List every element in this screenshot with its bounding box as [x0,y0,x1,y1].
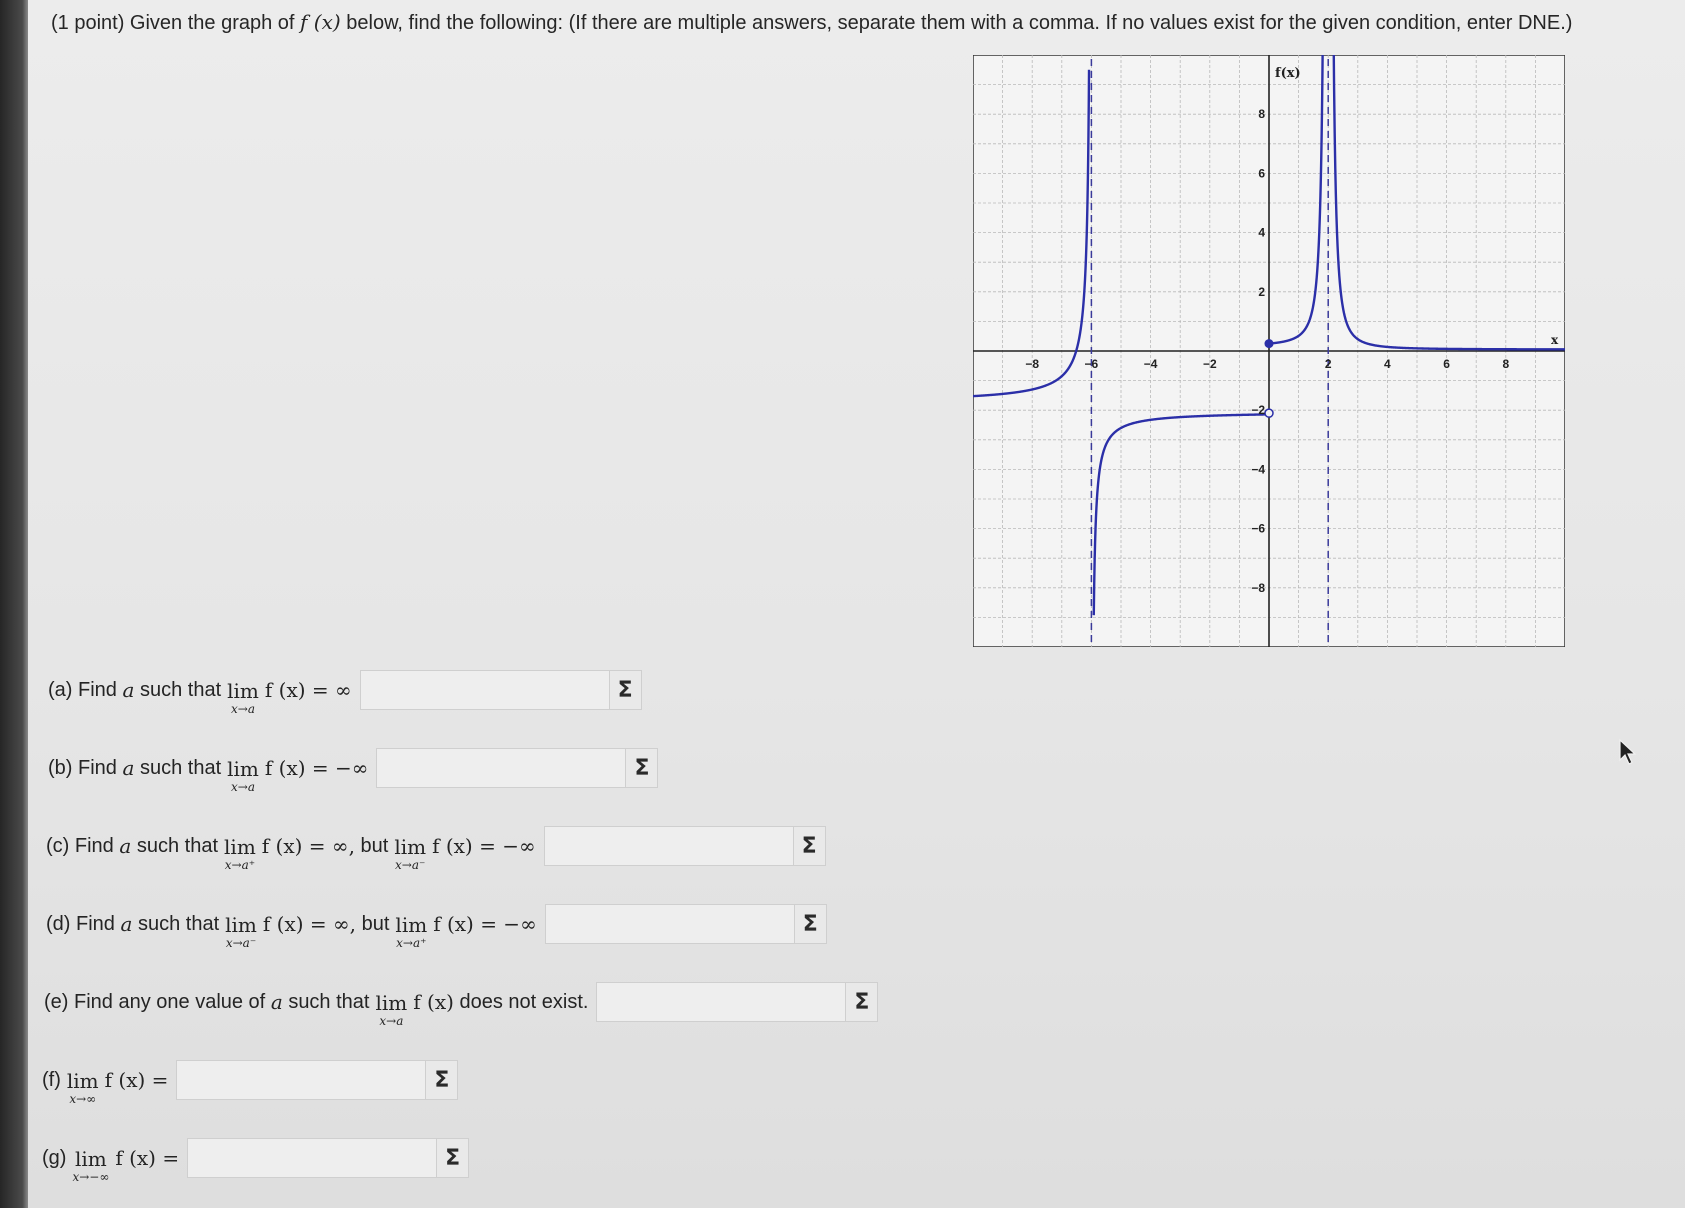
sigma-icon: Σ [617,677,633,703]
y-tick-label: −8 [1251,580,1265,595]
y-tick-label: −4 [1251,462,1265,477]
x-tick-label: −6 [1084,357,1099,371]
sigma-icon: Σ [445,1145,461,1171]
limit-operator: lim x→∞ [66,1069,99,1106]
answer-a-input[interactable] [361,671,609,709]
y-tick-label: 4 [1258,225,1265,240]
answer-e-input[interactable] [597,983,845,1021]
answer-d-equation-editor-button[interactable] [794,905,826,943]
answer-e-box [596,982,878,1022]
problem-prompt: (1 point) Given the graph of f (x) below, find the following: (If there are multiple answers, separate them with a comma. If no values exist for the given condition, enter DNE.) [51,10,1573,34]
answer-d-input[interactable] [546,905,794,943]
answer-c-equation-editor-button[interactable] [793,827,825,865]
question-a: (a) Find a such that lim x→a f (x) = ∞ Σ [48,670,642,710]
answer-g-box [187,1138,469,1178]
sigma-icon: Σ [854,989,870,1015]
limit-operator-left: lim x→a⁻ [394,835,427,872]
limit-operator: lim x→a [227,757,259,794]
y-tick-label: 2 [1258,284,1265,299]
y-tick-label: −6 [1251,521,1265,536]
x-tick-label: 6 [1443,357,1450,371]
answer-c-box [544,826,826,866]
x-tick-label: −2 [1202,357,1217,371]
limit-operator-right: lim x→a⁺ [224,835,256,872]
answer-f-box [176,1060,458,1100]
answer-c-input[interactable] [545,827,793,865]
sigma-icon: Σ [801,833,817,859]
y-tick-label: 8 [1258,107,1265,122]
y-tick-label: 6 [1258,166,1265,181]
x-tick-label: 8 [1502,357,1510,371]
limit-operator: lim x→a [227,679,259,716]
question-e: (e) Find any one value of a such that lim x→a f (x) does not exist. Σ [44,982,878,1022]
sigma-icon: Σ [634,755,650,781]
closed-point [1265,339,1274,348]
answer-f-equation-editor-button[interactable] [425,1061,457,1099]
prompt-function: f (x) [300,10,341,34]
x-tick-label: −8 [1025,357,1040,371]
graph-svg [973,55,1565,647]
answer-a-equation-editor-button[interactable] [609,671,641,709]
y-tick-label: −2 [1251,403,1265,418]
y-axis-label: f(x) [1275,66,1301,81]
x-axis-label: x [1551,333,1559,347]
limit-operator: lim x→−∞ [72,1147,110,1184]
limit-operator-left: lim x→a⁻ [225,913,257,950]
answer-g-equation-editor-button[interactable] [436,1139,468,1177]
device-bezel [0,0,28,1208]
mouse-cursor-icon [1618,738,1640,768]
answer-a-box [360,670,642,710]
question-c: (c) Find a such that lim x→a⁺ f (x) = ∞, but lim x→a⁻ f (x) = −∞ Σ [46,826,826,866]
answer-d-box [545,904,827,944]
answer-b-box [376,748,658,788]
answer-f-input[interactable] [177,1061,425,1099]
limit-operator: lim x→a [375,991,408,1028]
limit-operator-right: lim x→a⁺ [395,913,428,950]
x-tick-label: 2 [1324,357,1332,371]
question-b: (b) Find a such that lim x→a f (x) = −∞ Σ [48,748,658,788]
question-g: (g) lim x→−∞ f (x) = Σ [42,1138,469,1178]
answer-e-equation-editor-button[interactable] [845,983,877,1021]
question-d: (d) Find a such that lim x→a⁻ f (x) = ∞, but lim x→a⁺ f (x) = −∞ Σ [46,904,827,944]
answer-b-input[interactable] [377,749,625,787]
function-graph [973,55,1565,647]
sigma-icon: Σ [802,911,818,937]
x-tick-label: 4 [1384,357,1391,371]
question-f: (f) lim x→∞ f (x) = Σ [42,1060,458,1100]
answer-b-equation-editor-button[interactable] [625,749,657,787]
open-point [1265,409,1273,417]
x-tick-label: −4 [1143,357,1158,371]
sigma-icon: Σ [434,1067,450,1093]
answer-g-input[interactable] [188,1139,436,1177]
